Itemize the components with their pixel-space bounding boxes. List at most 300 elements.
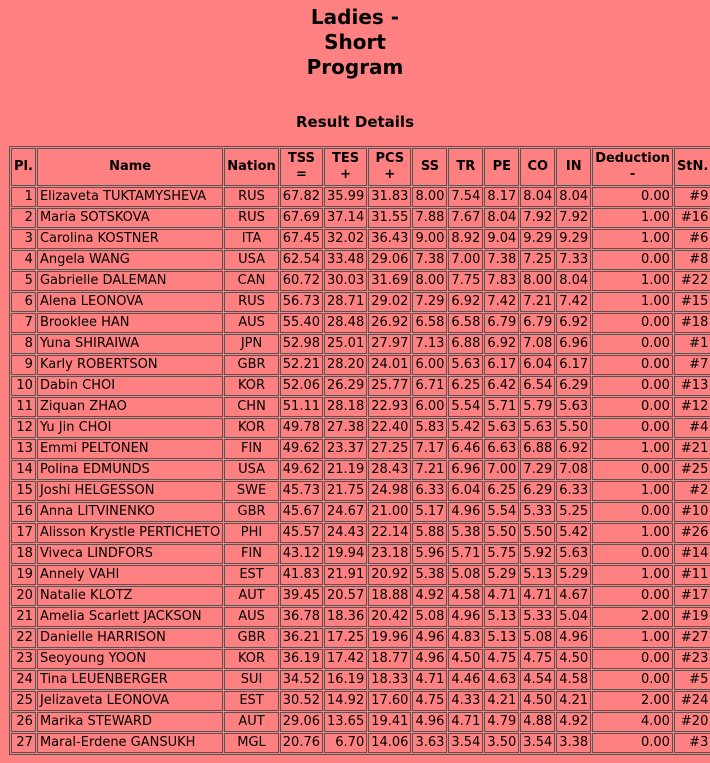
table-row xyxy=(11,691,710,711)
cell-pl: 7 xyxy=(11,313,36,333)
cell-in: 5.63 xyxy=(556,397,591,417)
cell-nation: GBR xyxy=(224,355,279,375)
cell-pcs: 19.96 xyxy=(368,628,411,648)
cell-pe: 6.42 xyxy=(484,376,519,396)
cell-pcs: 18.77 xyxy=(368,649,411,669)
cell-pl: 9 xyxy=(11,355,36,375)
cell-co: 7.25 xyxy=(520,250,555,270)
cell-name: Annely VAHI xyxy=(37,565,223,585)
col-header-pl xyxy=(11,148,36,186)
cell-tes: 33.48 xyxy=(324,250,367,270)
cell-pl: 14 xyxy=(11,460,36,480)
cell-tr: 6.88 xyxy=(448,334,483,354)
cell-tr: 5.54 xyxy=(448,397,483,417)
cell-tr: 4.33 xyxy=(448,691,483,711)
cell-pe: 4.75 xyxy=(484,649,519,669)
cell-pe: 7.38 xyxy=(484,250,519,270)
col-header-name xyxy=(37,148,223,186)
cell-pe: 5.13 xyxy=(484,607,519,627)
col-header-co-label: CO xyxy=(527,159,549,174)
cell-tss: 52.98 xyxy=(280,334,323,354)
cell-ded: 1.00 xyxy=(592,565,673,585)
cell-pl: 17 xyxy=(11,523,36,543)
col-header-pe xyxy=(484,148,519,186)
cell-tss: 52.21 xyxy=(280,355,323,375)
cell-tes: 24.67 xyxy=(324,502,367,522)
cell-in: 5.29 xyxy=(556,565,591,585)
cell-nation: USA xyxy=(224,250,279,270)
table-row xyxy=(11,649,710,669)
cell-nation: PHI xyxy=(224,523,279,543)
cell-ss: 5.17 xyxy=(412,502,447,522)
cell-name: Jelizaveta LEONOVA xyxy=(37,691,223,711)
cell-nation: CHN xyxy=(224,397,279,417)
cell-in: 6.17 xyxy=(556,355,591,375)
cell-name: Alisson Krystle PERTICHETO xyxy=(37,523,223,543)
cell-pe: 4.63 xyxy=(484,670,519,690)
cell-tes: 26.29 xyxy=(324,376,367,396)
cell-ss: 7.29 xyxy=(412,292,447,312)
table-row xyxy=(11,607,710,627)
col-header-nation xyxy=(224,148,279,186)
cell-nation: EST xyxy=(224,565,279,585)
cell-name: Carolina KOSTNER xyxy=(37,229,223,249)
table-row xyxy=(11,292,710,312)
cell-ded: 1.00 xyxy=(592,271,673,291)
cell-nation: ITA xyxy=(224,229,279,249)
cell-pcs: 26.92 xyxy=(368,313,411,333)
cell-pl: 8 xyxy=(11,334,36,354)
cell-in: 5.25 xyxy=(556,502,591,522)
cell-in: 4.92 xyxy=(556,712,591,732)
cell-nation: GBR xyxy=(224,502,279,522)
cell-pl: 11 xyxy=(11,397,36,417)
cell-in: 7.42 xyxy=(556,292,591,312)
cell-nation: EST xyxy=(224,691,279,711)
cell-pl: 1 xyxy=(11,187,36,207)
cell-tss: 39.45 xyxy=(280,586,323,606)
cell-in: 6.33 xyxy=(556,481,591,501)
cell-tr: 4.96 xyxy=(448,502,483,522)
cell-in: 6.29 xyxy=(556,376,591,396)
cell-stn: #2 xyxy=(674,481,710,501)
results-body xyxy=(11,187,710,753)
col-header-in-label: IN xyxy=(565,159,582,174)
cell-pcs: 27.97 xyxy=(368,334,411,354)
cell-pe: 6.92 xyxy=(484,334,519,354)
table-row xyxy=(11,733,710,753)
cell-ss: 7.88 xyxy=(412,208,447,228)
cell-tr: 3.54 xyxy=(448,733,483,753)
cell-ded: 0.00 xyxy=(592,313,673,333)
cell-pe: 7.42 xyxy=(484,292,519,312)
cell-stn: #20 xyxy=(674,712,710,732)
col-header-in xyxy=(556,148,591,186)
cell-tr: 7.00 xyxy=(448,250,483,270)
table-row xyxy=(11,250,710,270)
cell-tes: 21.91 xyxy=(324,565,367,585)
cell-pcs: 28.43 xyxy=(368,460,411,480)
table-row xyxy=(11,334,710,354)
cell-nation: FIN xyxy=(224,439,279,459)
cell-in: 5.50 xyxy=(556,418,591,438)
cell-pe: 6.63 xyxy=(484,439,519,459)
col-header-ss-label: SS xyxy=(420,159,439,174)
cell-name: Polina EDMUNDS xyxy=(37,460,223,480)
cell-tes: 14.92 xyxy=(324,691,367,711)
cell-nation: SWE xyxy=(224,481,279,501)
cell-nation: RUS xyxy=(224,208,279,228)
table-row xyxy=(11,187,710,207)
cell-co: 8.00 xyxy=(520,271,555,291)
cell-tr: 7.54 xyxy=(448,187,483,207)
cell-pcs: 22.93 xyxy=(368,397,411,417)
cell-ss: 3.63 xyxy=(412,733,447,753)
cell-tss: 34.52 xyxy=(280,670,323,690)
results-table xyxy=(9,146,710,755)
table-row xyxy=(11,397,710,417)
cell-in: 9.29 xyxy=(556,229,591,249)
cell-tes: 24.43 xyxy=(324,523,367,543)
cell-ss: 8.00 xyxy=(412,271,447,291)
cell-pl: 19 xyxy=(11,565,36,585)
cell-name: Gabrielle DALEMAN xyxy=(37,271,223,291)
cell-pe: 5.63 xyxy=(484,418,519,438)
cell-in: 8.04 xyxy=(556,271,591,291)
cell-tr: 5.38 xyxy=(448,523,483,543)
cell-ss: 6.71 xyxy=(412,376,447,396)
cell-stn: #22 xyxy=(674,271,710,291)
cell-tr: 4.46 xyxy=(448,670,483,690)
cell-ss: 6.00 xyxy=(412,355,447,375)
cell-ded: 0.00 xyxy=(592,187,673,207)
cell-ss: 5.88 xyxy=(412,523,447,543)
cell-pcs: 19.41 xyxy=(368,712,411,732)
cell-ded: 0.00 xyxy=(592,586,673,606)
cell-pcs: 20.42 xyxy=(368,607,411,627)
cell-pcs: 23.18 xyxy=(368,544,411,564)
cell-pe: 4.79 xyxy=(484,712,519,732)
cell-pe: 3.50 xyxy=(484,733,519,753)
cell-pe: 5.54 xyxy=(484,502,519,522)
cell-co: 5.33 xyxy=(520,502,555,522)
cell-pcs: 18.33 xyxy=(368,670,411,690)
cell-pcs: 29.02 xyxy=(368,292,411,312)
cell-nation: SUI xyxy=(224,670,279,690)
cell-pe: 5.29 xyxy=(484,565,519,585)
cell-tes: 21.19 xyxy=(324,460,367,480)
cell-pl: 4 xyxy=(11,250,36,270)
cell-tes: 23.37 xyxy=(324,439,367,459)
cell-tes: 21.75 xyxy=(324,481,367,501)
cell-co: 4.71 xyxy=(520,586,555,606)
cell-co: 5.79 xyxy=(520,397,555,417)
cell-ss: 4.96 xyxy=(412,649,447,669)
cell-nation: RUS xyxy=(224,292,279,312)
col-header-pe-label: PE xyxy=(492,159,512,174)
cell-ss: 4.75 xyxy=(412,691,447,711)
cell-stn: #6 xyxy=(674,229,710,249)
cell-stn: #15 xyxy=(674,292,710,312)
cell-tes: 17.25 xyxy=(324,628,367,648)
cell-name: Elizaveta TUKTAMYSHEVA xyxy=(37,187,223,207)
cell-name: Viveca LINDFORS xyxy=(37,544,223,564)
cell-tr: 7.67 xyxy=(448,208,483,228)
cell-pe: 7.83 xyxy=(484,271,519,291)
cell-stn: #10 xyxy=(674,502,710,522)
cell-tss: 55.40 xyxy=(280,313,323,333)
cell-tss: 49.62 xyxy=(280,460,323,480)
cell-name: Joshi HELGESSON xyxy=(37,481,223,501)
cell-ded: 0.00 xyxy=(592,376,673,396)
cell-in: 4.96 xyxy=(556,628,591,648)
cell-tes: 16.19 xyxy=(324,670,367,690)
table-row xyxy=(11,376,710,396)
cell-ss: 6.00 xyxy=(412,397,447,417)
cell-ded: 1.00 xyxy=(592,439,673,459)
table-row xyxy=(11,208,710,228)
cell-tss: 51.11 xyxy=(280,397,323,417)
cell-in: 5.42 xyxy=(556,523,591,543)
title-line-3: Program xyxy=(306,55,404,79)
cell-stn: #8 xyxy=(674,250,710,270)
cell-nation: CAN xyxy=(224,271,279,291)
col-header-stn xyxy=(674,148,710,186)
cell-tes: 19.94 xyxy=(324,544,367,564)
table-row xyxy=(11,229,710,249)
cell-ss: 5.38 xyxy=(412,565,447,585)
cell-tr: 4.96 xyxy=(448,607,483,627)
cell-ded: 0.00 xyxy=(592,355,673,375)
cell-in: 4.58 xyxy=(556,670,591,690)
cell-tr: 6.92 xyxy=(448,292,483,312)
cell-pcs: 31.69 xyxy=(368,271,411,291)
cell-name: Alena LEONOVA xyxy=(37,292,223,312)
cell-stn: #3 xyxy=(674,733,710,753)
cell-tss: 52.06 xyxy=(280,376,323,396)
cell-in: 5.63 xyxy=(556,544,591,564)
cell-tes: 35.99 xyxy=(324,187,367,207)
cell-pl: 26 xyxy=(11,712,36,732)
cell-ss: 6.33 xyxy=(412,481,447,501)
table-row xyxy=(11,418,710,438)
cell-tss: 49.62 xyxy=(280,439,323,459)
table-row xyxy=(11,565,710,585)
cell-ded: 0.00 xyxy=(592,649,673,669)
col-header-tr xyxy=(448,148,483,186)
cell-pe: 4.21 xyxy=(484,691,519,711)
cell-pl: 13 xyxy=(11,439,36,459)
cell-co: 5.92 xyxy=(520,544,555,564)
cell-nation: GBR xyxy=(224,628,279,648)
cell-ded: 1.00 xyxy=(592,523,673,543)
cell-co: 3.54 xyxy=(520,733,555,753)
cell-stn: #16 xyxy=(674,208,710,228)
cell-pl: 10 xyxy=(11,376,36,396)
cell-pe: 7.00 xyxy=(484,460,519,480)
cell-pcs: 24.01 xyxy=(368,355,411,375)
cell-tss: 67.45 xyxy=(280,229,323,249)
cell-tes: 28.48 xyxy=(324,313,367,333)
cell-in: 4.21 xyxy=(556,691,591,711)
cell-nation: AUT xyxy=(224,586,279,606)
cell-tr: 6.96 xyxy=(448,460,483,480)
cell-ss: 8.00 xyxy=(412,187,447,207)
cell-pe: 5.71 xyxy=(484,397,519,417)
table-row xyxy=(11,628,710,648)
cell-tss: 62.54 xyxy=(280,250,323,270)
cell-name: Anna LITVINENKO xyxy=(37,502,223,522)
cell-ss: 4.92 xyxy=(412,586,447,606)
cell-name: Karly ROBERTSON xyxy=(37,355,223,375)
cell-name: Amelia Scarlett JACKSON xyxy=(37,607,223,627)
cell-tes: 30.03 xyxy=(324,271,367,291)
cell-tes: 20.57 xyxy=(324,586,367,606)
cell-nation: KOR xyxy=(224,376,279,396)
col-header-pl-label: Pl. xyxy=(14,159,33,174)
table-row xyxy=(11,481,710,501)
table-row xyxy=(11,355,710,375)
cell-co: 5.50 xyxy=(520,523,555,543)
cell-pcs: 17.60 xyxy=(368,691,411,711)
cell-ss: 7.17 xyxy=(412,439,447,459)
cell-tes: 28.20 xyxy=(324,355,367,375)
cell-in: 5.04 xyxy=(556,607,591,627)
cell-pcs: 29.06 xyxy=(368,250,411,270)
cell-ss: 6.58 xyxy=(412,313,447,333)
cell-ss: 9.00 xyxy=(412,229,447,249)
cell-in: 8.04 xyxy=(556,187,591,207)
cell-tss: 60.72 xyxy=(280,271,323,291)
cell-stn: #11 xyxy=(674,565,710,585)
cell-pl: 15 xyxy=(11,481,36,501)
table-row xyxy=(11,712,710,732)
cell-tr: 6.58 xyxy=(448,313,483,333)
cell-tes: 25.01 xyxy=(324,334,367,354)
col-header-co xyxy=(520,148,555,186)
cell-pl: 6 xyxy=(11,292,36,312)
cell-stn: #26 xyxy=(674,523,710,543)
cell-stn: #4 xyxy=(674,418,710,438)
cell-tr: 4.50 xyxy=(448,649,483,669)
cell-pl: 23 xyxy=(11,649,36,669)
cell-stn: #1 xyxy=(674,334,710,354)
cell-pl: 16 xyxy=(11,502,36,522)
cell-nation: JPN xyxy=(224,334,279,354)
cell-co: 6.54 xyxy=(520,376,555,396)
cell-ss: 7.38 xyxy=(412,250,447,270)
table-row xyxy=(11,439,710,459)
cell-pcs: 31.83 xyxy=(368,187,411,207)
cell-pcs: 24.98 xyxy=(368,481,411,501)
table-row xyxy=(11,523,710,543)
cell-ss: 5.96 xyxy=(412,544,447,564)
cell-ded: 0.00 xyxy=(592,418,673,438)
cell-pe: 6.17 xyxy=(484,355,519,375)
cell-name: Seoyoung YOON xyxy=(37,649,223,669)
cell-tss: 36.78 xyxy=(280,607,323,627)
cell-tss: 30.52 xyxy=(280,691,323,711)
cell-ss: 5.83 xyxy=(412,418,447,438)
cell-pe: 8.04 xyxy=(484,208,519,228)
cell-stn: #14 xyxy=(674,544,710,564)
cell-stn: #25 xyxy=(674,460,710,480)
cell-pcs: 14.06 xyxy=(368,733,411,753)
table-row xyxy=(11,313,710,333)
cell-ded: 0.00 xyxy=(592,250,673,270)
cell-nation: AUT xyxy=(224,712,279,732)
cell-tes: 27.38 xyxy=(324,418,367,438)
cell-ded: 1.00 xyxy=(592,292,673,312)
cell-co: 7.29 xyxy=(520,460,555,480)
cell-pl: 5 xyxy=(11,271,36,291)
cell-pl: 3 xyxy=(11,229,36,249)
cell-name: Danielle HARRISON xyxy=(37,628,223,648)
cell-tr: 5.08 xyxy=(448,565,483,585)
cell-name: Yu Jin CHOI xyxy=(37,418,223,438)
cell-tss: 20.76 xyxy=(280,733,323,753)
cell-stn: #17 xyxy=(674,586,710,606)
cell-pe: 5.75 xyxy=(484,544,519,564)
cell-ded: 4.00 xyxy=(592,712,673,732)
cell-pe: 6.25 xyxy=(484,481,519,501)
cell-co: 8.04 xyxy=(520,187,555,207)
cell-nation: KOR xyxy=(224,649,279,669)
cell-in: 4.50 xyxy=(556,649,591,669)
cell-in: 4.67 xyxy=(556,586,591,606)
cell-tss: 67.69 xyxy=(280,208,323,228)
cell-co: 5.63 xyxy=(520,418,555,438)
col-header-tes: TES + xyxy=(324,148,367,186)
cell-pcs: 22.14 xyxy=(368,523,411,543)
cell-stn: #19 xyxy=(674,607,710,627)
cell-in: 6.92 xyxy=(556,313,591,333)
cell-tr: 6.46 xyxy=(448,439,483,459)
cell-stn: #23 xyxy=(674,649,710,669)
cell-ss: 5.08 xyxy=(412,607,447,627)
table-row xyxy=(11,460,710,480)
cell-pcs: 36.43 xyxy=(368,229,411,249)
cell-pl: 21 xyxy=(11,607,36,627)
cell-nation: RUS xyxy=(224,187,279,207)
cell-name: Maria SOTSKOVA xyxy=(37,208,223,228)
cell-co: 6.04 xyxy=(520,355,555,375)
cell-co: 7.21 xyxy=(520,292,555,312)
title-line-2: Short xyxy=(324,30,386,54)
cell-stn: #18 xyxy=(674,313,710,333)
cell-tr: 5.42 xyxy=(448,418,483,438)
table-row xyxy=(11,670,710,690)
cell-in: 7.08 xyxy=(556,460,591,480)
cell-co: 4.88 xyxy=(520,712,555,732)
cell-co: 5.33 xyxy=(520,607,555,627)
cell-pl: 2 xyxy=(11,208,36,228)
cell-co: 6.29 xyxy=(520,481,555,501)
cell-pe: 4.71 xyxy=(484,586,519,606)
cell-tr: 6.04 xyxy=(448,481,483,501)
cell-ded: 0.00 xyxy=(592,397,673,417)
cell-pl: 20 xyxy=(11,586,36,606)
table-row xyxy=(11,586,710,606)
page-title xyxy=(0,5,710,80)
cell-ded: 2.00 xyxy=(592,691,673,711)
cell-tss: 29.06 xyxy=(280,712,323,732)
cell-tes: 32.02 xyxy=(324,229,367,249)
cell-pcs: 18.88 xyxy=(368,586,411,606)
cell-ded: 1.00 xyxy=(592,628,673,648)
cell-tes: 6.70 xyxy=(324,733,367,753)
cell-name: Ziquan ZHAO xyxy=(37,397,223,417)
